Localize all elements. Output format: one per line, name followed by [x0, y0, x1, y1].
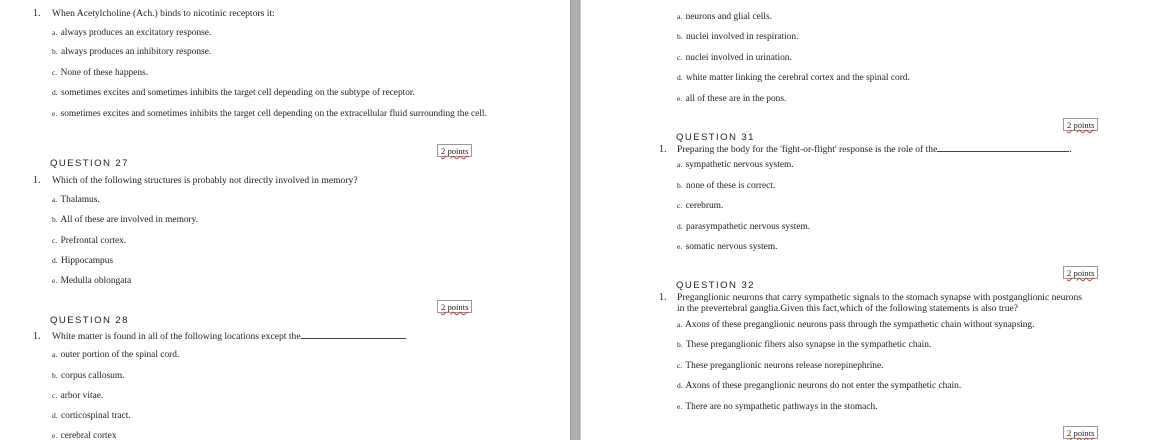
question-number: 1. — [33, 175, 41, 186]
question-number: 1. — [33, 331, 41, 342]
answer-option-a[interactable]: a. sympathetic nervous system. — [677, 160, 794, 170]
question-text: Preganglionic neurons that carry sympathetic signals to the stomach synapse with postganglionic neurons in the prevertebral ganglia.Given this fact,which of the following statements is also true? — [677, 292, 1082, 314]
answer-option-a[interactable]: a. Axons of these preganglionic neurons pass through the sympathetic chain without synapsing. — [677, 320, 1035, 330]
question-header: QUESTION 27 — [50, 158, 129, 169]
points-badge: 2 points — [1063, 426, 1098, 439]
answer-option-b[interactable]: b. These preganglionic fibers also synapse in the sympathetic chain. — [677, 340, 932, 350]
answer-option-a[interactable]: a. always produces an excitatory response. — [52, 28, 212, 38]
answer-option-a[interactable]: a. outer portion of the spinal cord. — [52, 350, 180, 360]
answer-blank — [937, 144, 1069, 152]
answer-option-a[interactable]: a. neurons and glial cells. — [677, 12, 772, 22]
answer-option-d[interactable]: d. parasympathetic nervous system. — [677, 222, 811, 232]
question-number: 1. — [659, 144, 667, 155]
points-badge: 2 points — [437, 300, 472, 313]
question-text: Preparing the body for the 'fight-or-flight' response is the role of the . — [677, 144, 1072, 155]
question-text: Which of the following structures is probably not directly involved in memory? — [52, 175, 358, 186]
answer-option-c[interactable]: c. nuclei involved in urination. — [677, 53, 792, 63]
answer-option-e[interactable]: e. cerebral cortex — [52, 431, 117, 440]
question-number: 1. — [33, 8, 41, 19]
answer-option-d[interactable]: d. Axons of these preganglionic neurons do not enter the sympathetic chain. — [677, 381, 962, 391]
answer-option-d[interactable]: d. white matter linking the cerebral cortex and the spinal cord. — [677, 73, 910, 83]
answer-option-b[interactable]: b. corpus callosum. — [52, 371, 125, 381]
answer-option-e[interactable]: e. all of these are in the pons. — [677, 94, 787, 104]
points-badge: 2 points — [1063, 118, 1098, 131]
question-number: 1. — [659, 292, 667, 303]
answer-option-d[interactable]: d. Hippocampus — [52, 256, 114, 266]
answer-option-b[interactable]: b. nuclei involved in respiration. — [677, 32, 799, 42]
answer-option-c[interactable]: c. None of these happens. — [52, 68, 149, 78]
answer-option-e[interactable]: e. There are no sympathetic pathways in the stomach. — [677, 402, 878, 412]
answer-option-c[interactable]: c. These preganglionic neurons release norepinephrine. — [677, 361, 884, 371]
document-page-left — [0, 0, 570, 440]
points-badge: 2 points — [437, 144, 472, 157]
answer-option-a[interactable]: a. Thalamus. — [52, 195, 100, 205]
document-page-right — [581, 0, 1150, 440]
page-gutter — [570, 0, 581, 440]
answer-option-b[interactable]: b. always produces an inhibitory response. — [52, 47, 212, 57]
answer-option-c[interactable]: c. cerebrum. — [677, 201, 724, 211]
question-text: When Acetylcholine (Ach.) binds to nicotinic receptors it: — [52, 8, 275, 19]
question-text: White matter is found in all of the following locations except the . — [52, 331, 407, 342]
answer-option-e[interactable]: e. somatic nervous system. — [677, 242, 778, 252]
answer-option-c[interactable]: c. Prefrontal cortex. — [52, 236, 127, 246]
answer-option-e[interactable]: e. sometimes excites and sometimes inhibits the target cell depending on the extracellular fluid surrounding the cell. — [52, 109, 487, 119]
answer-option-b[interactable]: b. All of these are involved in memory. — [52, 215, 199, 225]
answer-option-b[interactable]: b. none of these is correct. — [677, 181, 776, 191]
answer-option-d[interactable]: d. corticospinal tract. — [52, 411, 131, 421]
answer-option-e[interactable]: e. Medulla oblongata — [52, 276, 132, 286]
question-header: QUESTION 31 — [676, 132, 755, 143]
question-header: QUESTION 28 — [50, 315, 129, 326]
answer-option-c[interactable]: c. arbor vitae. — [52, 391, 104, 401]
answer-option-d[interactable]: d. sometimes excites and sometimes inhibits the target cell depending on the subtype of receptor. — [52, 88, 415, 98]
answer-blank — [301, 331, 405, 339]
points-badge: 2 points — [1063, 266, 1098, 279]
question-header: QUESTION 32 — [676, 280, 755, 291]
